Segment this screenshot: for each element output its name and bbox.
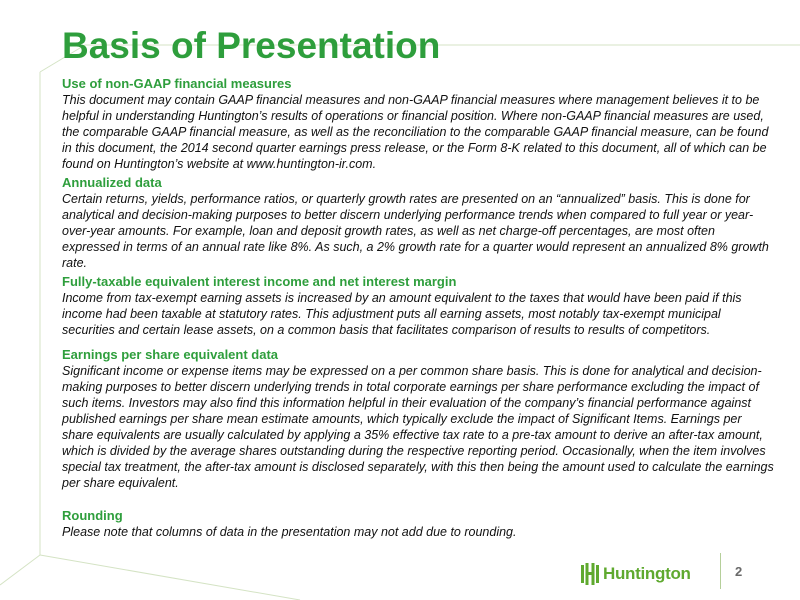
section-body: This document may contain GAAP financial measures and non-GAAP financial measures where management believes it to be helpful in understanding Huntington’s results of operations or financial position. Where non-GAAP financial measures are used, the comparable GAAP financial measure, as well as the reconciliation to the comparable GAAP financial measure, can be found in this document, the 2014 second quarter earnings press release, or the Form 8-K related to this document, all of which can be found on Huntington’s website at www.huntington-ir.com. <box>62 93 769 171</box>
page-title: Basis of Presentation <box>62 25 441 66</box>
section-annualized-data <box>62 175 774 271</box>
section-heading: Earnings per share equivalent data <box>62 347 279 362</box>
huntington-logo <box>580 555 691 593</box>
section-body: Income from tax-exempt earning assets is increased by an amount equivalent to the taxes that would have been paid if this income had been taxable at statutory rates. This adjustment puts all earning assets, most notably tax-exempt municipal securities and certain lease assets, on a common basis that facilitates comparison of results to results of competitors. <box>62 291 742 337</box>
section-body: Significant income or expense items may be expressed on a per common share basis. This is done for analytical and decision-making purposes to better discern underlying trends in total corporate earnings per share performance excluding the impact of such items. Investors may also find this information helpful in their evaluation of the company’s financial performance against published earnings per share mean estimate amounts, which typically exclude the impact of Significant Items. Earnings per share equivalents are usually calculated by applying a 35% effective tax rate to a pre-tax amount to derive an after-tax amount, which is divided by the average shares outstanding during the respective reporting period. Occasionally, when the item involves special tax treatment, the after-tax amount is disclosed separately, with this then being the amount used to calculate the earnings per share equivalent. <box>62 364 774 490</box>
content-area <box>62 76 774 543</box>
huntington-logo-wordmark: Huntington <box>603 564 691 583</box>
section-fully-taxable-equivalent <box>62 274 774 338</box>
page-number: 2 <box>735 564 743 579</box>
section-body: Certain returns, yields, performance ratios, or quarterly growth rates are presented on an “annualized” basis. This is done for analytical and decision-making purposes to better discern underlying performance trends when compared to full year or year-over-year amounts. For example, loan and deposit growth rates, as well as net charge-off percentages, are most often expressed in terms of an annual rate like 8%. As such, a 2% growth rate for a quarter would represent an annualized 8% growth rate. <box>62 192 769 270</box>
section-non-gaap <box>62 76 774 172</box>
section-eps-equivalent <box>62 347 774 491</box>
section-body: Please note that columns of data in the presentation may not add due to rounding. <box>62 525 517 539</box>
section-heading: Annualized data <box>62 175 162 190</box>
section-heading: Rounding <box>62 508 123 523</box>
section-heading: Fully-taxable equivalent interest income and net interest margin <box>62 274 457 289</box>
section-heading: Use of non-GAAP financial measures <box>62 76 292 91</box>
footer-divider <box>720 553 721 589</box>
section-rounding <box>62 508 774 540</box>
huntington-logo-mark-icon <box>580 562 600 586</box>
